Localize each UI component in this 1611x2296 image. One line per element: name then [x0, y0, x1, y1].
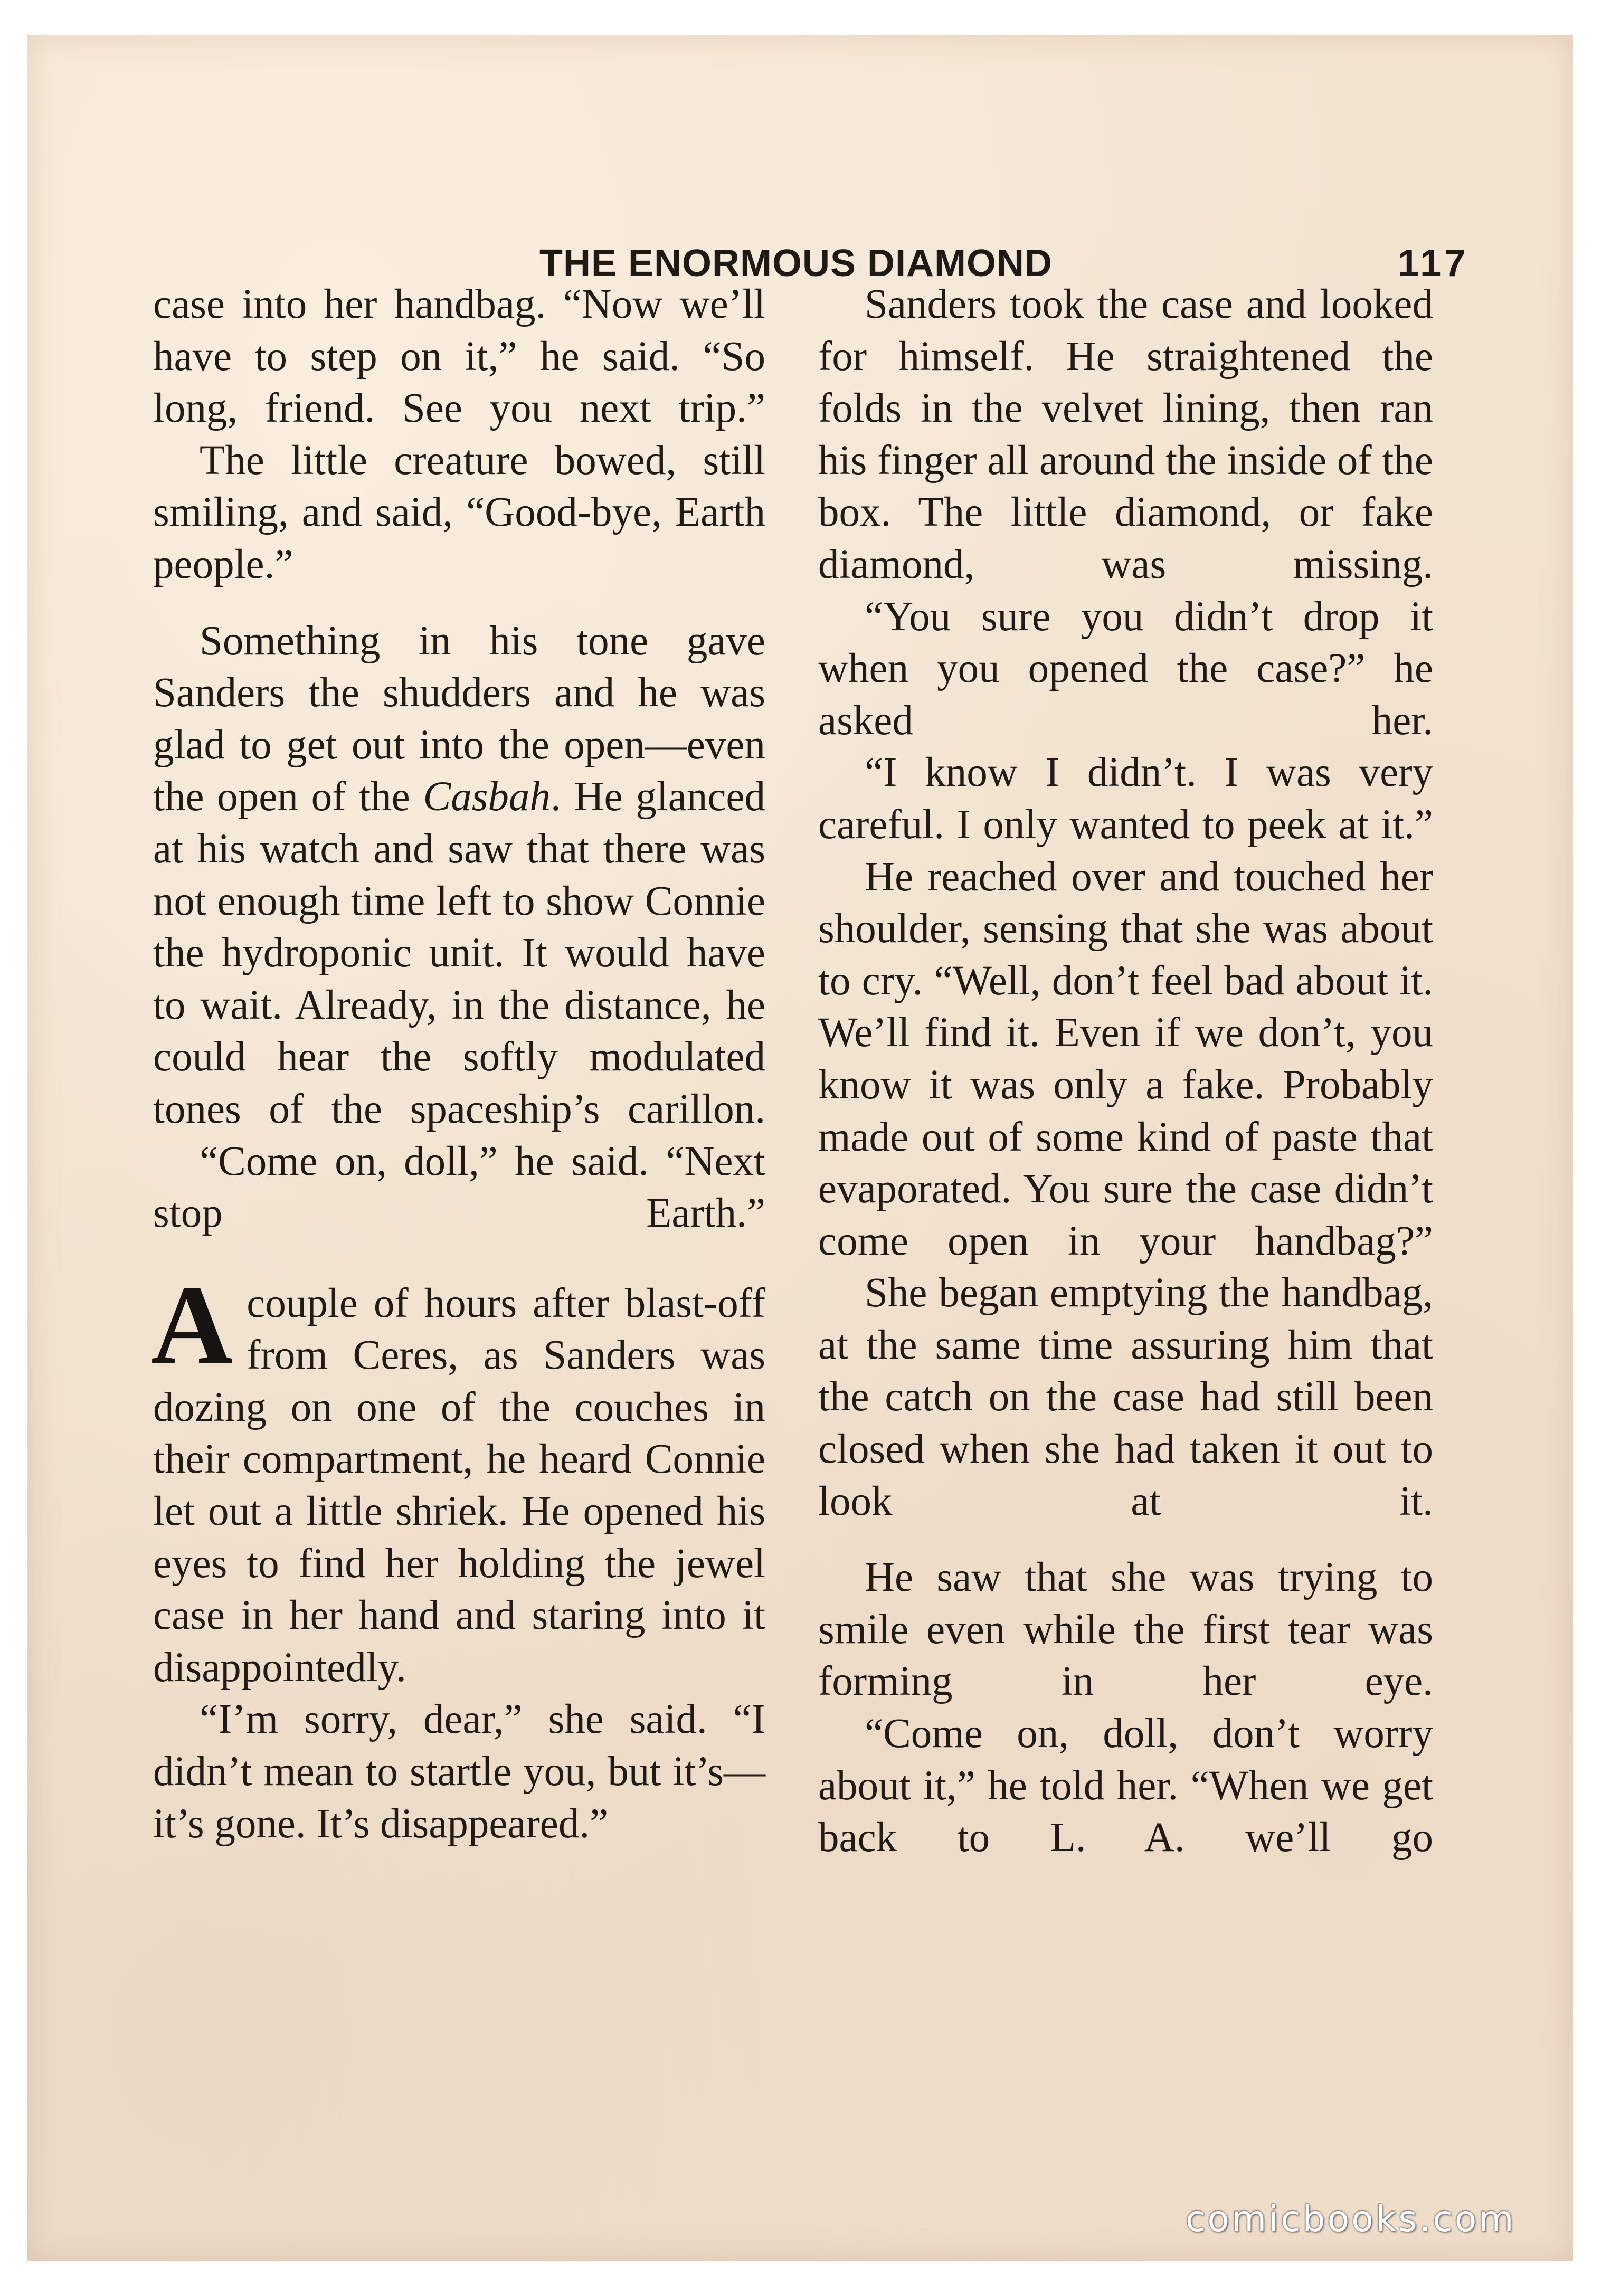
paragraph: He reached over and touched her shoulder, sensing that she was about to cry. “Well, don’t feel bad about it. We’ll find it. Even if we don’t, you know it was only a fake. Probably made out of some kind of paste that evaporated. You sure the case didn’t come open in your handbag?” — [818, 853, 1433, 1264]
left-text-column — [153, 279, 765, 1850]
paragraph: “You sure you didn’t drop it when you opened the case?” he asked her. — [818, 593, 1433, 744]
running-header-title: THE ENORMOUS DIAMOND — [539, 242, 1053, 284]
paragraph: She began emptying the handbag, at the same time assuring him that the catch on the case had still been closed when she had taken it out to look at it. — [818, 1270, 1433, 1524]
dropcap-paragraph — [151, 1261, 765, 1694]
paragraph: The little creature bowed, still smiling, and said, “Good-bye, Earth people.” — [153, 437, 765, 587]
paragraph-text: couple of hours after blast-off from Ceres, as Sanders was dozing on one of the couches in their compartment, he heard Connie let out a little shriek. He opened his eyes to find her holding the jewel case in her hand and staring into it disappointedly. — [153, 1280, 765, 1691]
site-watermark: comicbooks.com — [1186, 2198, 1516, 2240]
paragraph: He saw that she was trying to smile even while the first tear was forming in her eye. — [818, 1554, 1433, 1705]
italic-word: Casbah — [423, 774, 551, 820]
page-number: 117 — [1398, 242, 1469, 284]
paragraph: case into her handbag. “Now we’ll have to step on it,” he said. “So long, friend. See you next trip.” — [153, 281, 765, 432]
paragraph: “Come on, doll, don’t worry about it,” he told her. “When we get back to L. A. we’ll go — [818, 1711, 1433, 1861]
right-text-column — [818, 279, 1433, 1864]
paragraph: “I’m sorry, dear,” she said. “I didn’t mean to startle you, but it’s—it’s gone. It’s disappeared.” — [153, 1696, 765, 1847]
paragraph: Sanders took the case and looked for himself. He straightened the folds in the velvet lining, then ran his finger all around the inside of the box. The little diamond, or fake diamond, was missing. — [818, 281, 1433, 587]
paragraph: “Come on, doll,” he said. “Next stop Earth.” — [153, 1138, 765, 1237]
drop-cap-letter: A — [151, 1261, 233, 1388]
paragraph: Something in his tone gave Sanders the shudders and he was glad to get out into the open—even the open of the Casbah. He glanced at his watch and saw that there was not enough time left to show Connie the hydroponic unit. It would have to wait. Already, in the distance, he could hear the softly modulated tones of the spaceship’s carillon. — [153, 618, 765, 1132]
paragraph: “I know I didn’t. I was very careful. I only wanted to peek at it.” — [818, 749, 1433, 848]
